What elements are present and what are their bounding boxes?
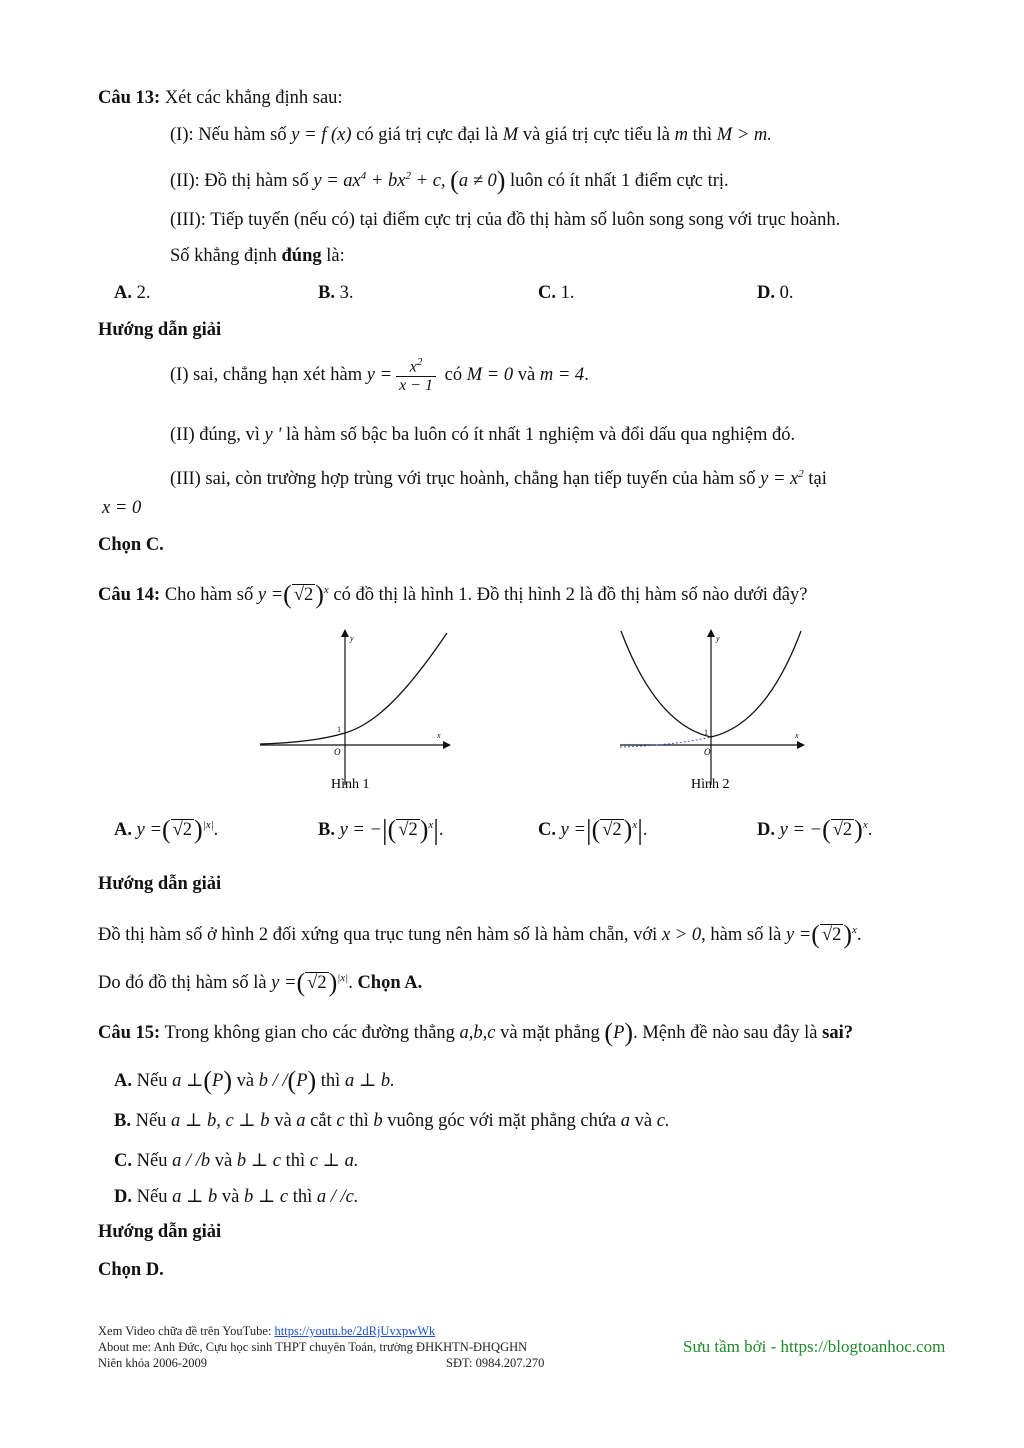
footer-phone: SĐT: 0984.207.270 xyxy=(446,1356,545,1370)
math: M > m. xyxy=(716,125,772,145)
q14-option-a: A. y =( √2)$^{|x|}$. xyxy=(114,815,219,844)
text: vuông góc với mặt phẳng chứa xyxy=(387,1111,617,1131)
q13-guide-3-cont: x = 0 xyxy=(102,498,142,518)
q13-statement-1 xyxy=(170,125,772,146)
numerator: x xyxy=(409,358,417,376)
q13-answer: Chọn C. xyxy=(98,535,164,555)
text: Trong không gian cho các đường thẳng xyxy=(164,1023,455,1043)
q15-header: Câu 15: Trong không gian cho các đường thẳng a,b,c và mặt phẳng (P). Mệnh đề nào sau đây là sai? xyxy=(98,1018,853,1047)
figure-2-caption: Hình 2 xyxy=(691,777,730,792)
figure-1 xyxy=(255,625,455,795)
q15-answer: Chọn D. xyxy=(98,1260,164,1280)
x-axis-label: x xyxy=(437,731,441,740)
math: y = xyxy=(560,820,586,840)
math: c. xyxy=(656,1111,670,1131)
math: P xyxy=(613,1023,625,1043)
value: 3. xyxy=(339,283,354,303)
text: thì xyxy=(320,1071,341,1091)
text: Nếu xyxy=(135,1111,167,1131)
q14-option-d: D. y = −( √2)$^x$. xyxy=(757,815,873,844)
math: x > 0 xyxy=(661,925,702,945)
math-part: y = x xyxy=(760,469,799,490)
text: (II) đúng, vì xyxy=(170,425,260,445)
q13-guide-2 xyxy=(170,425,795,446)
q14-option-c: C. y =|( √2)$^x$|. xyxy=(538,815,648,846)
text: Do đó đồ thị hàm số là xyxy=(98,973,267,993)
q15-option-a: A. Nếu a ⊥(P) và b / /(P) thì a ⊥ b. xyxy=(114,1066,395,1095)
text: là: xyxy=(326,246,345,266)
math: a ⊥ b, c ⊥ b xyxy=(171,1111,270,1131)
math: a ⊥ b. xyxy=(344,1071,395,1091)
text: (I) sai, chẳng hạn xét hàm xyxy=(170,364,363,385)
q13-statement-2: (II): Đồ thị hàm số $y = ax^4 + bx^2 + c$, (a ≠ 0) luôn có ít nhất 1 điểm cực trị. xyxy=(170,166,729,195)
q13-option-a xyxy=(114,283,151,304)
math: b ⊥ c xyxy=(236,1151,281,1171)
exponent: x xyxy=(862,818,868,831)
punct: . xyxy=(213,820,219,840)
q13-count xyxy=(170,246,345,267)
math-part: + bx xyxy=(370,171,406,191)
q14-answer: Chọn A. xyxy=(357,973,423,993)
math: y ' xyxy=(264,425,282,445)
text: có đồ thị là hình 1. Đồ thị hình 2 là đồ thị hàm số nào dưới đây? xyxy=(333,585,808,605)
footer-credit[interactable]: Sưu tầm bởi - https://blogtoanhoc.com xyxy=(683,1337,946,1356)
text: và xyxy=(634,1111,653,1131)
text: là hàm số bậc ba luôn có ít nhất 1 nghiệm và đổi dấu qua nghiệm đó. xyxy=(285,425,796,445)
text: thì xyxy=(692,125,713,145)
math: b xyxy=(373,1111,383,1131)
q13-guide-heading: Hướng dẫn giải xyxy=(98,320,222,340)
label: B. xyxy=(318,820,335,840)
math: a / /b xyxy=(172,1151,211,1171)
q15-title: Câu 15: xyxy=(98,1023,161,1043)
q13-statement-3: (III): Tiếp tuyến (nếu có) tại điểm cực trị của đồ thị hàm số luôn song song với trục hoành. xyxy=(170,210,841,230)
label: A. xyxy=(114,283,132,303)
q14-title: Câu 14: xyxy=(98,585,161,605)
footer-video-label: Xem Video chữa đề trên YouTube: xyxy=(98,1324,272,1338)
math: b / / xyxy=(258,1071,288,1091)
q14-header: Câu 14: Cho hàm số y =( √2)$^x$ có đồ thị là hình 1. Đồ thị hình 2 là đồ thị hàm số nào dưới đây? xyxy=(98,580,808,609)
value: 0. xyxy=(779,283,794,303)
q13-intro: Xét các khẳng định sau: xyxy=(164,88,343,108)
q14-guide-1: Đồ thị hàm số ở hình 2 đối xứng qua trục tung nên hàm số là hàm chẵn, với x > 0, hàm số là y =( √2)$^x$. xyxy=(98,920,862,949)
text: Nếu xyxy=(136,1187,168,1207)
tick-label-1: 1 xyxy=(704,728,708,737)
fraction: $\frac{x^2}{x - 1}$ xyxy=(396,356,436,395)
curve-sqrt2-power-x xyxy=(260,633,447,744)
text: và xyxy=(236,1071,255,1091)
value: 1. xyxy=(560,283,575,303)
q13-header xyxy=(98,88,343,109)
denominator: x − 1 xyxy=(399,377,433,395)
text: Cho hàm số xyxy=(164,585,254,605)
text: , hàm số là xyxy=(701,925,782,945)
q15-option-c xyxy=(114,1150,358,1172)
math: $y = x^2$ xyxy=(760,468,804,490)
text: có giá trị cực đại là xyxy=(356,125,499,145)
math: a xyxy=(620,1111,631,1131)
exponent: x xyxy=(428,818,434,831)
footer-years: Niên khóa 2006-2009 xyxy=(98,1356,208,1370)
q15-option-d xyxy=(114,1186,358,1208)
text: Nếu xyxy=(136,1071,168,1091)
label: D. xyxy=(114,1187,132,1207)
math-part: + c, xyxy=(415,171,446,191)
text: Đồ thị hàm số ở hình 2 đối xứng qua trục tung nên hàm số là hàm chẵn, với xyxy=(98,925,658,945)
origin-label: O xyxy=(704,747,711,757)
text: Số khẳng định xyxy=(170,246,277,266)
figure-2 xyxy=(615,625,815,795)
math: y = xyxy=(136,820,162,840)
footer-video xyxy=(98,1324,435,1339)
math: y = − xyxy=(779,820,823,840)
q14-guide-heading: Hướng dẫn giải xyxy=(98,874,222,894)
q15-option-b xyxy=(114,1110,670,1132)
math: M xyxy=(502,125,519,145)
label: D. xyxy=(757,820,775,840)
text: . Mệnh đề nào sau đây là xyxy=(633,1023,818,1043)
q14-guide-2: Do đó đồ thị hàm số là y =( √2)$^{|x|}$. Chọn A. xyxy=(98,968,423,997)
punct: . xyxy=(642,820,648,840)
text-bold: đúng xyxy=(281,246,322,266)
value: 2. xyxy=(136,283,151,303)
text: (III) sai, còn trường hợp trùng với trục hoành, chẳng hạn tiếp tuyến của hàm số xyxy=(170,469,756,490)
q13-option-b xyxy=(318,283,353,304)
math: a ⊥ xyxy=(172,1071,204,1091)
label: C. xyxy=(538,283,556,303)
text: cắt xyxy=(310,1111,332,1131)
math: c xyxy=(336,1111,345,1131)
text: (II): Đồ thị hàm số xyxy=(170,171,309,191)
text: thì xyxy=(285,1151,306,1171)
text-bold: sai? xyxy=(822,1023,853,1043)
q13-guide-1: (I) sai, chẳng hạn xét hàm y = $\frac{x^2}{x - 1}$ có M = 0 và m = 4. xyxy=(170,356,589,395)
math: M = 0 xyxy=(466,364,514,385)
math: y = xyxy=(257,585,284,605)
text: và xyxy=(517,364,536,385)
q13-guide-3 xyxy=(170,468,827,490)
text: có xyxy=(444,364,463,385)
label: A. xyxy=(114,1071,132,1091)
label: D. xyxy=(757,283,775,303)
math: y = xyxy=(366,364,393,385)
text: và xyxy=(214,1151,233,1171)
math: a ≠ 0 xyxy=(458,171,497,191)
text: luôn có ít nhất 1 điểm cực trị. xyxy=(510,171,729,191)
label: B. xyxy=(318,283,335,303)
text: và xyxy=(274,1111,292,1131)
text: và giá trị cực tiểu là xyxy=(522,125,670,145)
q13-option-c xyxy=(538,283,575,304)
math: m xyxy=(674,125,688,145)
math: c ⊥ a. xyxy=(309,1151,359,1171)
text: Nếu xyxy=(136,1151,168,1171)
math: y = f (x) xyxy=(291,125,352,145)
math: a / /c. xyxy=(316,1187,359,1207)
exponent: x xyxy=(632,818,638,831)
text: (I): Nếu hàm số xyxy=(170,125,287,145)
figure-1-caption: Hình 1 xyxy=(331,777,370,792)
label: B. xyxy=(114,1111,131,1131)
text: thì xyxy=(292,1187,313,1207)
tick-label-1: 1 xyxy=(337,725,341,734)
label: C. xyxy=(114,1151,132,1171)
math: $y = ax^4 + bx^2 + c$, xyxy=(313,169,446,191)
q15-guide-heading: Hướng dẫn giải xyxy=(98,1222,222,1242)
origin-label: O xyxy=(334,747,341,757)
math: y = − xyxy=(339,820,383,840)
x-axis-arrow xyxy=(797,741,805,749)
exponent: |x| xyxy=(202,818,214,831)
q13-option-d xyxy=(757,283,794,304)
label: A. xyxy=(114,820,132,840)
text: thì xyxy=(349,1111,369,1131)
math: a ⊥ b xyxy=(172,1187,218,1207)
x-axis-arrow xyxy=(443,741,451,749)
q14-option-b: B. y = −|( √2)$^x$|. xyxy=(318,815,444,846)
y-axis-arrow xyxy=(707,629,715,637)
math-part: y = ax xyxy=(313,171,361,191)
youtube-link[interactable]: https://youtu.be/2dRjUvxpwWk xyxy=(274,1324,436,1338)
punct: . xyxy=(867,820,873,840)
footer-about: About me: Anh Đức, Cựu học sinh THPT chuyên Toán, trường ĐHKHTN-ĐHQGHN xyxy=(98,1340,528,1354)
punct: . xyxy=(438,820,444,840)
y-axis-label: y xyxy=(350,634,354,643)
y-axis-arrow xyxy=(341,629,349,637)
math: b ⊥ c xyxy=(243,1187,289,1207)
math: a xyxy=(296,1111,306,1131)
q13-title: Câu 13: xyxy=(98,88,161,108)
x-axis-label: x xyxy=(795,731,799,740)
math: m = 4 xyxy=(539,364,585,385)
text: tại xyxy=(808,469,827,490)
text: và mặt phẳng xyxy=(500,1023,600,1043)
text: và xyxy=(221,1187,240,1207)
y-axis-label: y xyxy=(716,634,720,643)
math: a,b,c xyxy=(459,1023,496,1043)
label: C. xyxy=(538,820,556,840)
